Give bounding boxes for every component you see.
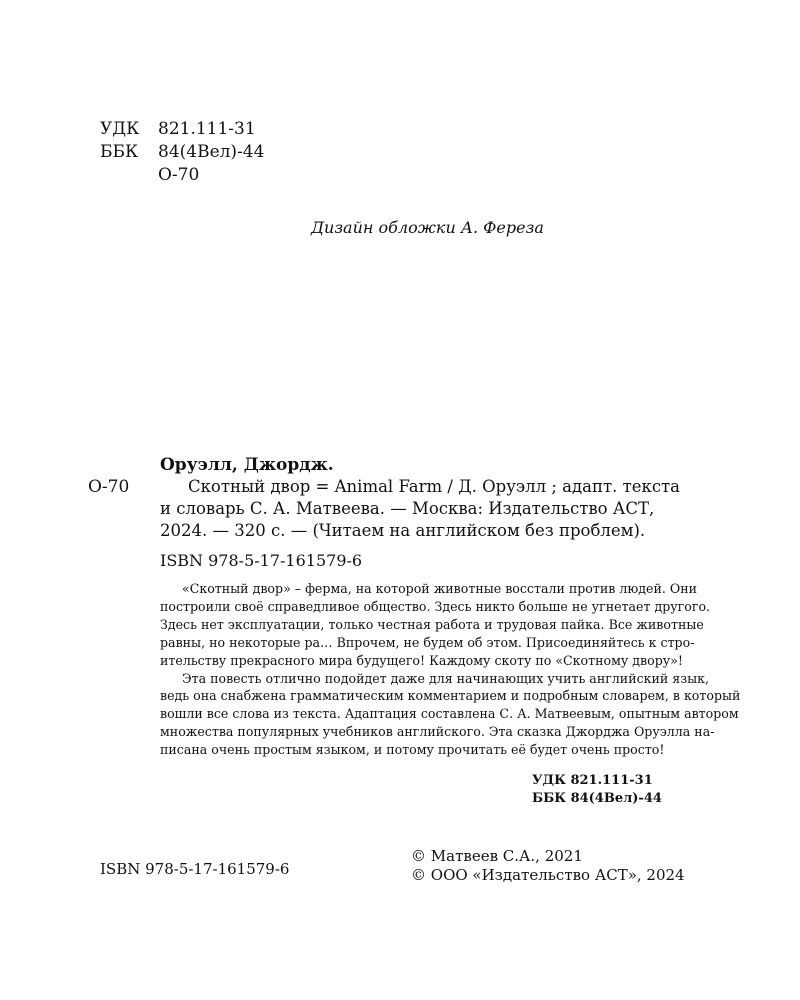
- copyright-publisher: © ООО «Издательство АСТ», 2024: [411, 866, 685, 884]
- author-heading: Оруэлл, Джордж.: [160, 455, 334, 475]
- cover-designer-credit: Дизайн обложки А. Фереза: [311, 218, 544, 237]
- bib-line: Скотный двор = Animal Farm / Д. Оруэлл ; адапт. текста: [188, 477, 681, 496]
- annotation-line: писана очень простым языком, и потому прочитать её будет очень просто!: [160, 742, 665, 758]
- catalog-udk: УДК 821.111-31: [532, 773, 653, 788]
- bbk-row: [100, 141, 264, 163]
- catalog-isbn: ISBN 978-5-17-161579-6: [160, 551, 363, 570]
- annotation-line: равны, но некоторые ра… Впрочем, не будем об этом. Присоединяйтесь к стро-: [160, 634, 695, 650]
- annotation-line: ведь она снабжена грамматическим комментарием и подробным словарем, в который: [160, 688, 741, 704]
- bib-line: и словарь С. А. Матвеева. — Москва: Издательство АСТ,: [160, 499, 655, 518]
- copyright-author: © Матвеев С.А., 2021: [411, 847, 583, 865]
- bibliographic-description: [160, 476, 690, 542]
- author-sign-row: [100, 164, 199, 186]
- bbk-value: 84(4Вел)-44: [158, 142, 265, 162]
- catalog-author-sign: О-70: [88, 477, 130, 497]
- annotation-line: ительству прекрасного мира будущего! Каждому скоту по «Скотному двору»!: [160, 652, 683, 668]
- footer-isbn: ISBN 978-5-17-161579-6: [100, 860, 290, 878]
- author-sign-top: О-70: [158, 165, 200, 185]
- bib-line: 2024. — 320 с. — (Читаем на английском без проблем).: [160, 521, 646, 540]
- udk-value: 821.111-31: [158, 119, 256, 139]
- annotation-line: Эта повесть отлично подойдет даже для начинающих учить английский язык,: [182, 670, 710, 686]
- catalog-bbk: ББК 84(4Вел)-44: [532, 791, 662, 806]
- annotation-line: Здесь нет эксплуатации, только честная работа и трудовая пайка. Все животные: [160, 616, 704, 632]
- annotation-line: вошли все слова из текста. Адаптация составлена С. А. Матвеевым, опытным автором: [160, 706, 739, 722]
- annotation-line: множества популярных учебников английского. Эта сказка Джорджа Оруэлла на-: [160, 724, 715, 740]
- annotation-line: построили своё справедливое общество. Здесь никто больше не угнетает другого.: [160, 598, 711, 614]
- udk-row: [100, 118, 256, 140]
- bbk-label: ББК: [100, 142, 139, 162]
- annotation: [160, 580, 741, 759]
- annotation-line: «Скотный двор» – ферма, на которой животные восстали против людей. Они: [182, 581, 698, 596]
- udk-label: УДК: [100, 119, 140, 139]
